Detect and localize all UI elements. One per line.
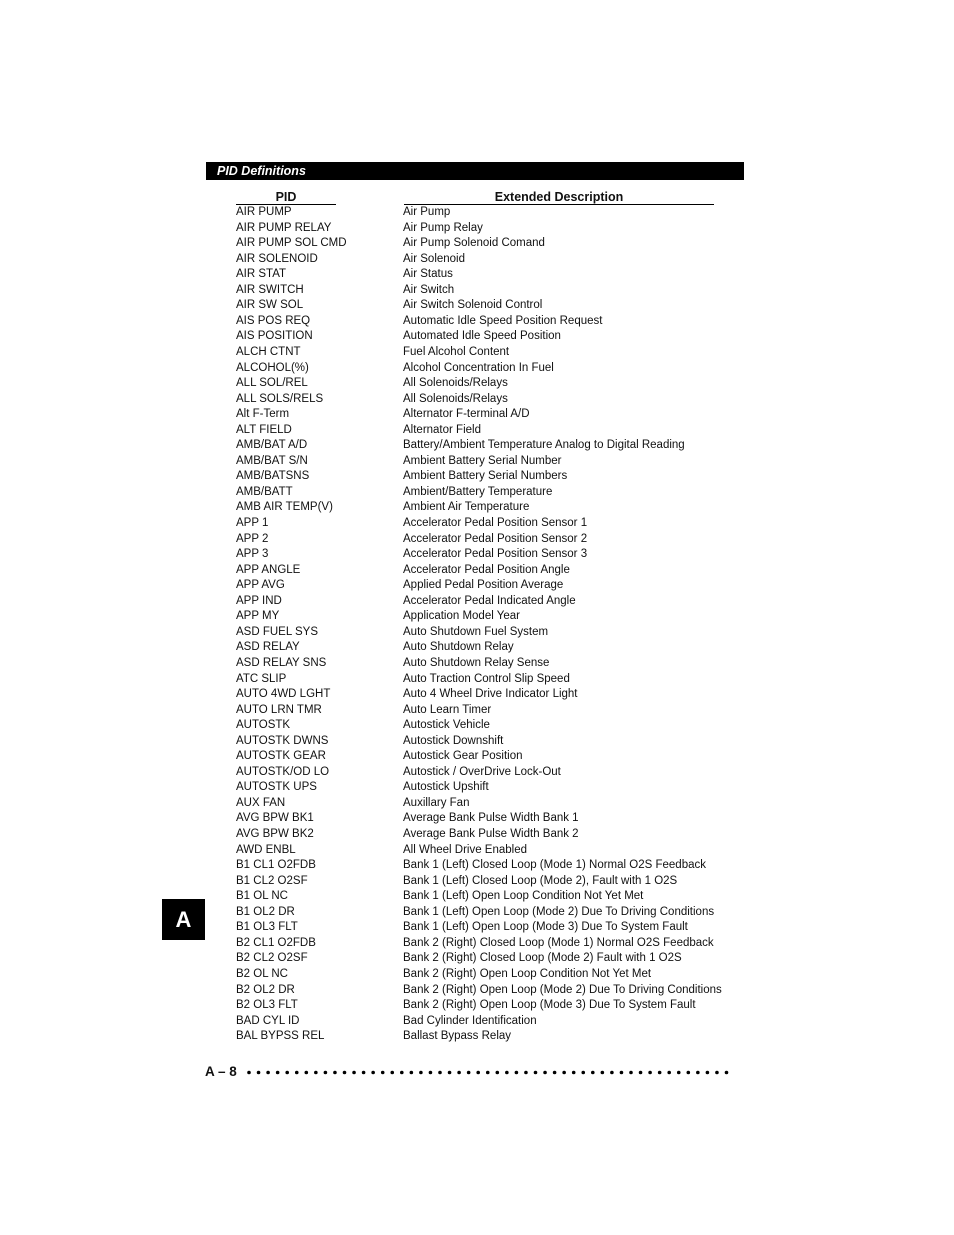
pid-code: B1 OL2 DR	[236, 905, 295, 918]
pid-code: ASD FUEL SYS	[236, 625, 319, 638]
pid-description: Auto 4 Wheel Drive Indicator Light	[403, 688, 578, 701]
pid-code: BAD CYL ID	[236, 1014, 300, 1027]
pid-code: AIS POS REQ	[236, 314, 311, 327]
pid-code: AIS POSITION	[236, 330, 313, 343]
pid-code: APP MY	[236, 610, 280, 623]
pid-code: AWD ENBL	[236, 843, 296, 856]
pid-description: Auto Shutdown Relay	[403, 641, 514, 654]
pid-description: Bank 1 (Left) Open Loop Condition Not Yet Met	[403, 890, 644, 903]
pid-description: All Solenoids/Relays	[403, 377, 508, 390]
footer-dot-leader	[247, 1070, 737, 1075]
pid-description: Automatic Idle Speed Position Request	[403, 314, 603, 327]
pid-code: ALCOHOL(%)	[236, 361, 309, 374]
pid-description: Alternator F-terminal A/D	[403, 408, 530, 421]
pid-code: APP 3	[236, 548, 269, 561]
pid-description: Auto Shutdown Relay Sense	[403, 656, 550, 669]
pid-description: Average Bank Pulse Width Bank 2	[403, 828, 579, 840]
pid-code: APP 1	[236, 517, 269, 529]
pid-description: Bank 1 (Left) Closed Loop (Mode 1) Normal O2S Feedback	[403, 859, 706, 872]
pid-description: Auto Traction Control Slip Speed	[403, 672, 570, 685]
pid-code: AMB/BAT A/D	[236, 439, 308, 452]
pid-code: AUTOSTK GEAR	[236, 750, 326, 763]
pid-code: B2 OL NC	[236, 967, 288, 980]
pid-description: Autostick Upshift	[403, 781, 489, 794]
pid-code: ASD RELAY SNS	[236, 656, 327, 669]
pid-code: ALCH CTNT	[236, 345, 301, 358]
pid-description: Air Switch	[403, 283, 455, 296]
pid-description: Autostick Downshift	[403, 734, 504, 747]
pid-code: B2 CL1 O2FDB	[236, 936, 316, 949]
pid-code: AIR PUMP RELAY	[236, 221, 332, 234]
pid-code: AIR SWITCH	[236, 283, 304, 296]
pid-description: Accelerator Pedal Position Angle	[403, 563, 570, 576]
pid-code: ALT FIELD	[236, 423, 292, 436]
pid-code: AIR STAT	[236, 268, 287, 281]
pid-description: Bank 1 (Left) Open Loop (Mode 3) Due To System Fault	[403, 921, 688, 934]
pid-description: Applied Pedal Position Average	[403, 579, 564, 592]
pid-code: AMB AIR TEMP(V)	[236, 501, 333, 514]
pid-code: APP ANGLE	[236, 563, 301, 576]
pid-description: Ambient Battery Serial Number	[403, 454, 562, 467]
page-number: A – 8	[205, 1064, 237, 1079]
pid-description: Ambient Air Temperature	[403, 501, 530, 514]
pid-code: AIR SOLENOID	[236, 252, 318, 265]
pid-description: Accelerator Pedal Position Sensor 1	[403, 517, 588, 529]
pid-code: AMB/BATSNS	[236, 470, 310, 483]
pid-description: Air Status	[403, 268, 453, 281]
column-header-pid: PID	[236, 190, 336, 205]
pid-code: APP AVG	[236, 579, 285, 592]
pid-description: Ambient/Battery Temperature	[403, 485, 553, 498]
pid-code: AMB/BAT S/N	[236, 454, 308, 467]
pid-description: Bank 2 (Right) Closed Loop (Mode 1) Normal O2S Feedback	[403, 936, 714, 949]
pid-code: AUTOSTK UPS	[236, 781, 317, 794]
pid-description: Application Model Year	[403, 610, 520, 623]
pid-description: Bank 2 (Right) Open Loop (Mode 3) Due To System Fault	[403, 999, 696, 1012]
section-header-bar	[206, 162, 744, 180]
pid-code: AVG BPW BK2	[236, 828, 314, 840]
pid-description: Autostick Vehicle	[403, 719, 490, 732]
pid-description: Accelerator Pedal Position Sensor 2	[403, 532, 588, 545]
pid-description: Accelerator Pedal Indicated Angle	[403, 594, 576, 607]
pid-code: B1 CL1 O2FDB	[236, 859, 316, 872]
pid-code: AIR SW SOL	[236, 299, 304, 312]
pid-description: Ballast Bypass Relay	[403, 1030, 512, 1043]
pid-code: B2 CL2 O2SF	[236, 952, 308, 965]
pid-description: Air Pump	[403, 206, 451, 218]
pid-description: Auxillary Fan	[403, 796, 470, 809]
section-tab	[162, 899, 205, 940]
pid-code: ALL SOLS/RELS	[236, 392, 324, 405]
pid-code: AMB/BATT	[236, 485, 293, 498]
pid-code: APP 2	[236, 532, 269, 545]
pid-description: Average Bank Pulse Width Bank 1	[403, 812, 579, 825]
pid-description: Bad Cylinder Identification	[403, 1014, 537, 1027]
pid-code: AUTO LRN TMR	[236, 703, 322, 716]
pid-description: Air Pump Solenoid Comand	[403, 237, 545, 250]
pid-description: Ambient Battery Serial Numbers	[403, 470, 568, 483]
pid-description: Auto Shutdown Fuel System	[403, 625, 549, 638]
pid-description: Bank 2 (Right) Open Loop (Mode 2) Due To Driving Conditions	[403, 983, 722, 996]
pid-code: B2 OL3 FLT	[236, 999, 298, 1012]
pid-code: ATC SLIP	[236, 672, 287, 685]
pid-code: AUTO 4WD LGHT	[236, 688, 331, 701]
pid-code: AIR PUMP	[236, 206, 292, 218]
pid-description: Bank 1 (Left) Closed Loop (Mode 2), Fault with 1 O2S	[403, 874, 678, 887]
pid-code: ASD RELAY	[236, 641, 300, 654]
pid-description: Autostick / OverDrive Lock-Out	[403, 765, 561, 778]
pid-description: Air Switch Solenoid Control	[403, 299, 543, 312]
pid-code: B2 OL2 DR	[236, 983, 295, 996]
pid-code: B1 CL2 O2SF	[236, 874, 308, 887]
pid-description: Air Pump Relay	[403, 221, 483, 234]
section-tab-letter: A	[175, 907, 192, 932]
pid-code: B1 OL NC	[236, 890, 288, 903]
pid-code: AUX FAN	[236, 796, 286, 809]
section-title: PID Definitions	[217, 164, 306, 178]
pid-description: Alcohol Concentration In Fuel	[403, 361, 554, 374]
pid-code: AIR PUMP SOL CMD	[236, 237, 347, 250]
column-header-description: Extended Description	[404, 190, 714, 205]
pid-description: Automated Idle Speed Position	[403, 330, 561, 343]
pid-description: Accelerator Pedal Position Sensor 3	[403, 548, 588, 561]
pid-code: APP IND	[236, 594, 282, 607]
pid-description: Bank 2 (Right) Open Loop Condition Not Yet Met	[403, 967, 652, 980]
pid-description: Fuel Alcohol Content	[403, 345, 510, 358]
pid-description: Auto Learn Timer	[403, 703, 492, 716]
pid-description: Bank 1 (Left) Open Loop (Mode 2) Due To Driving Conditions	[403, 905, 715, 918]
pid-code: Alt F-Term	[236, 408, 290, 421]
pid-code: AUTOSTK/OD LO	[236, 765, 330, 778]
pid-description: All Solenoids/Relays	[403, 392, 508, 405]
pid-code: AVG BPW BK1	[236, 812, 314, 825]
pid-code: AUTOSTK DWNS	[236, 734, 329, 747]
pid-code: ALL SOL/REL	[236, 377, 308, 390]
pid-description: Alternator Field	[403, 423, 481, 436]
pid-code: AUTOSTK	[236, 719, 291, 732]
pid-description: Autostick Gear Position	[403, 750, 523, 763]
pid-description: All Wheel Drive Enabled	[403, 843, 528, 856]
pid-description: Air Solenoid	[403, 252, 466, 265]
pid-code: B1 OL3 FLT	[236, 921, 298, 934]
pid-description: Battery/Ambient Temperature Analog to Digital Reading	[403, 439, 685, 452]
pid-code: BAL BYPSS REL	[236, 1030, 325, 1043]
pid-description: Bank 2 (Right) Closed Loop (Mode 2) Fault with 1 O2S	[403, 952, 682, 965]
